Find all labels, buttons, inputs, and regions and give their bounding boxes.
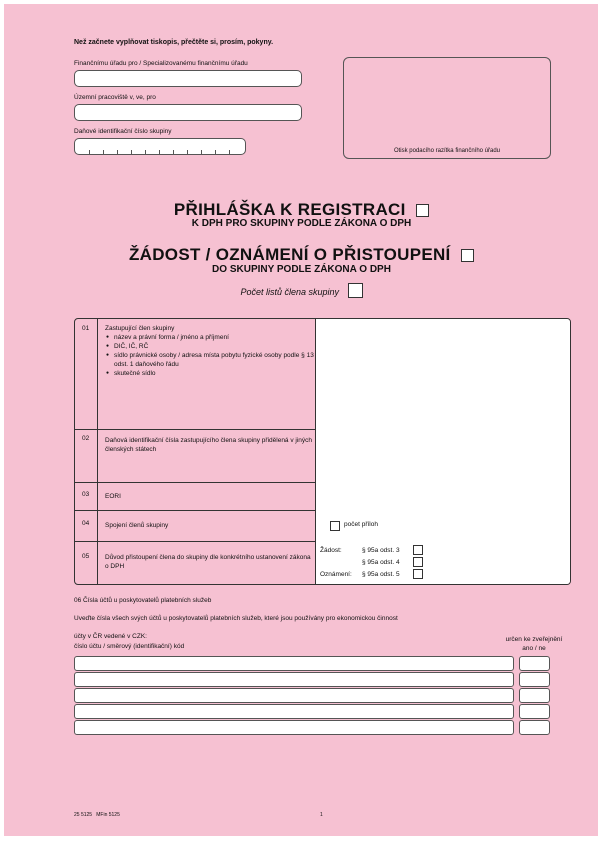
- workplace-label: Územní pracoviště v, ve, pro: [74, 94, 156, 101]
- row-01-item: ● název a právní forma / jméno a příjmení: [114, 333, 315, 342]
- publish-yes-no-label: ano / ne: [522, 645, 546, 652]
- option-95a-3-checkbox[interactable]: [413, 545, 423, 555]
- accession-checkbox[interactable]: [461, 249, 474, 262]
- account-publish-field[interactable]: [519, 720, 550, 735]
- page-number: 1: [320, 812, 323, 818]
- account-publish-field[interactable]: [519, 672, 550, 687]
- account-number-field[interactable]: [74, 720, 514, 735]
- row-01-title: Zastupující člen skupiny: [105, 325, 175, 332]
- table-row-05: [75, 541, 570, 584]
- tax-id-field[interactable]: [74, 138, 246, 155]
- row-02-label: Daňová identifikační čísla zastupujícího člena skupiny přidělená v jiných členských státech: [105, 437, 313, 453]
- row-number: 03: [75, 482, 98, 510]
- request-label: Žádost:: [320, 547, 342, 554]
- table-row-01: [75, 319, 570, 430]
- row-number: 02: [75, 429, 98, 482]
- sheets-count-field[interactable]: [348, 283, 363, 298]
- publish-label: určen ke zveřejnění: [505, 636, 563, 643]
- attachments-label: počet příloh: [344, 521, 378, 528]
- instructions-note: Než začnete vyplňovat tiskopis, přečtěte si, prosím, pokyny.: [74, 39, 274, 46]
- account-publish-field[interactable]: [519, 656, 550, 671]
- form-code: 25 5125 MFin 5125: [74, 812, 120, 818]
- title-registration-text: PŘIHLÁŠKA K REGISTRACI: [173, 200, 406, 219]
- option-95a-5-checkbox[interactable]: [413, 569, 423, 579]
- account-publish-field[interactable]: [519, 704, 550, 719]
- stamp-label: Otisk podacího razítka finančního úřadu: [393, 148, 501, 154]
- row-02-input[interactable]: [315, 429, 571, 482]
- row-05-options: [315, 541, 571, 584]
- title-registration-sub: K DPH PRO SKUPINY PODLE ZÁKONA O DPH: [191, 218, 412, 229]
- table-row-03: [75, 482, 570, 511]
- row-03-label: EORI: [105, 493, 121, 500]
- option-95a-4-label: § 95a odst. 4: [362, 559, 400, 566]
- workplace-field[interactable]: [74, 104, 302, 121]
- row-05-label: Důvod přistoupení člena do skupiny dle konkrétního ustanovení zákona o DPH: [105, 554, 311, 570]
- notification-label: Oznámení:: [320, 571, 352, 578]
- title-accession-text: ŽÁDOST / OZNÁMENÍ O PŘISTOUPENÍ: [128, 245, 451, 264]
- option-95a-5-label: § 95a odst. 5: [362, 571, 400, 578]
- row-01-input[interactable]: [315, 319, 571, 429]
- row-number: 05: [75, 541, 98, 584]
- sheets-count-label: Počet listů člena skupiny: [240, 287, 340, 297]
- accounts-czk-label: účty v ČR vedené v CZK:: [74, 633, 147, 640]
- title-accession: [0, 245, 603, 265]
- row-04-label: Spojení členů skupiny: [105, 522, 169, 529]
- accounts-instruction: Uveďte čísla všech svých účtů u poskytovatelů platebních služeb, které jsou používány pro ekonomickou činnost: [74, 615, 398, 622]
- account-number-label: číslo účtu / směrový (identifikační) kód: [74, 643, 185, 650]
- office-label: Finančnímu úřadu pro / Specializovanému finančnímu úřadu: [74, 60, 248, 67]
- row-01-item: ● skutečné sídlo: [114, 369, 315, 378]
- stamp-box: [343, 57, 551, 159]
- attachments-checkbox[interactable]: [330, 521, 340, 531]
- account-publish-field[interactable]: [519, 688, 550, 703]
- row-01-item: ● sídlo právnické osoby / adresa místa pobytu fyzické osoby podle § 13 odst. 1 daňového řádu: [114, 351, 315, 369]
- accounts-heading: 06 Čísla účtů u poskytovatelů platebních služeb: [74, 597, 212, 604]
- account-number-field[interactable]: [74, 656, 514, 671]
- option-95a-4-checkbox[interactable]: [413, 557, 423, 567]
- row-03-input[interactable]: [315, 482, 571, 510]
- row-number: 01: [75, 319, 98, 429]
- title-registration: [0, 200, 603, 220]
- tax-id-label: Daňové identifikační číslo skupiny: [74, 128, 172, 135]
- account-number-field[interactable]: [74, 672, 514, 687]
- registration-checkbox[interactable]: [416, 204, 429, 217]
- row-number: 04: [75, 510, 98, 541]
- table-row-02: [75, 429, 570, 483]
- account-number-field[interactable]: [74, 704, 514, 719]
- row-01-label: [105, 324, 315, 378]
- row-01-item: ● DIČ, IČ, RČ: [114, 342, 315, 351]
- row-04-input[interactable]: [315, 510, 571, 541]
- account-number-field[interactable]: [74, 688, 514, 703]
- title-accession-sub: DO SKUPINY PODLE ZÁKONA O DPH: [212, 264, 391, 275]
- member-table: [74, 318, 571, 585]
- table-row-04: [75, 510, 570, 542]
- office-field[interactable]: [74, 70, 302, 87]
- sheets-count-row: [0, 282, 603, 300]
- option-95a-3-label: § 95a odst. 3: [362, 547, 400, 554]
